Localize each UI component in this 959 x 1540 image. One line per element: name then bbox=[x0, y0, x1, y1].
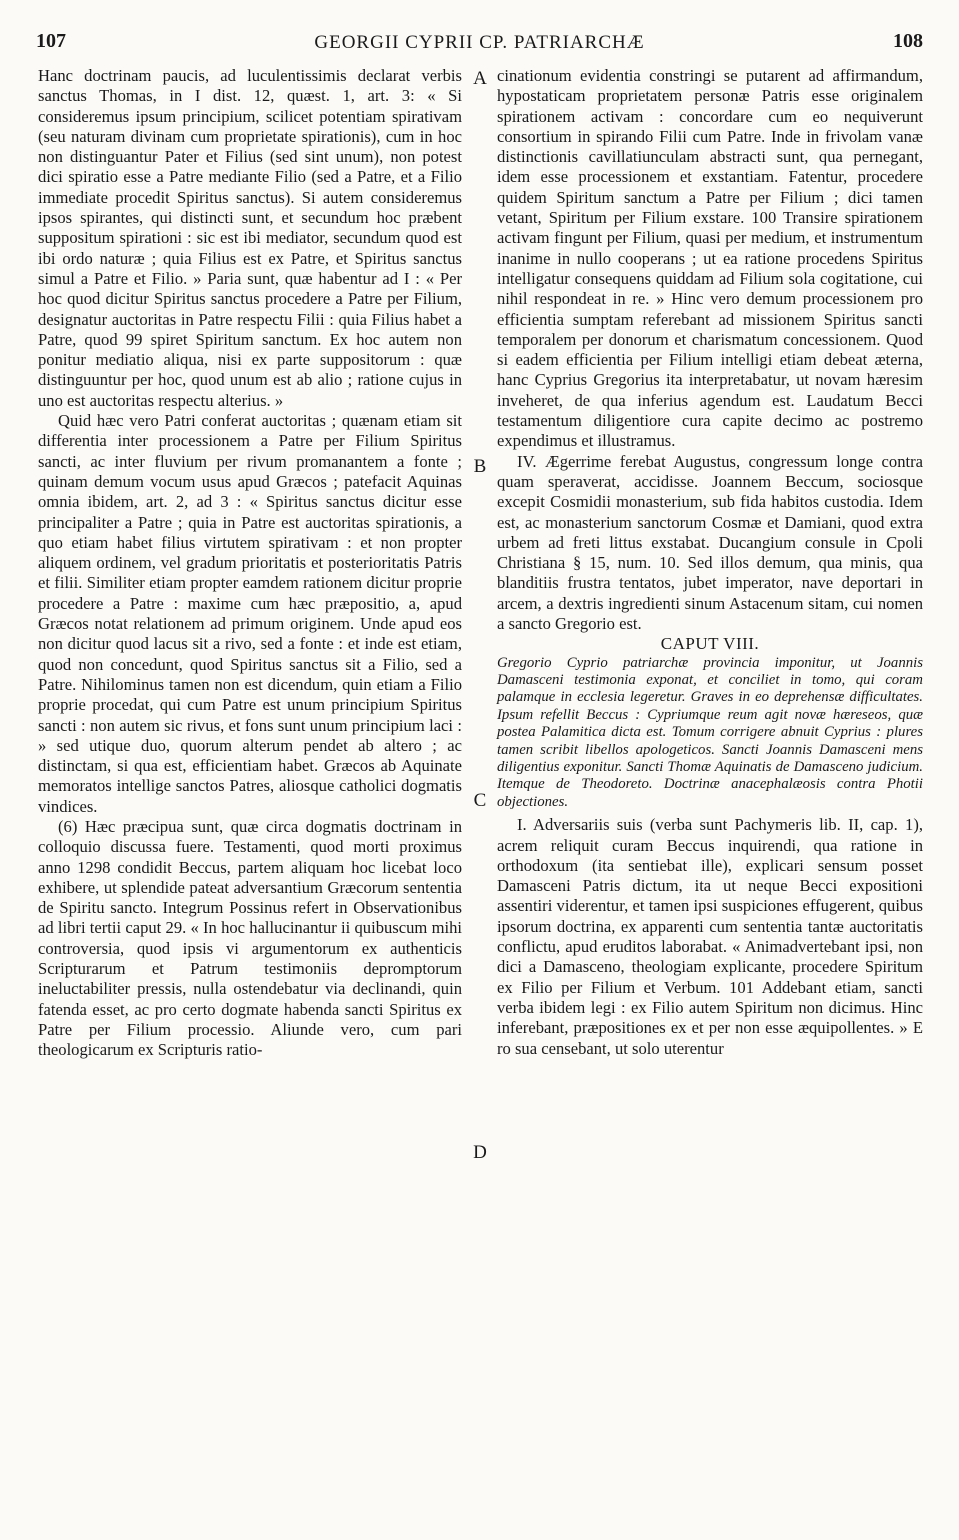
chapter-heading: CAPUT VIII. bbox=[660, 634, 760, 654]
running-title: GEORGII CYPRII CP. PATRIARCHÆ bbox=[314, 32, 645, 53]
right-paragraph-3: I. Adversariis suis (verba sunt Pachymeris lib. II, cap. 1), acrem reliquit curam Beccus inquirendi, qua ratione in orthodoxum (ita sentiebat ille), explicari sensum posset Damasceni Patris dictum, ita ut neque Becci expositioni assentiri viderentur, et tamen ipsi suspiciones effugerent, quibus ipsorum doctrina, ex apparenti cum sententia tantæ auctoritatis conflictu, apud eruditos laborabat. « Animadvertebant ipsi, non dici a Damasceno, theologiam explicante, procedere Spiritum ex Filio per Filium et Verbum. 101 Addebant etiam, sancti verba ibidem legi : ex Filio autem Spiritum non dicimus. Hinc inferebant, præpositiones ex et per non esse æquipollentes. » E ro sua censebant, ut solo uterentur bbox=[497, 815, 923, 1058]
section-marker-a: A bbox=[473, 68, 487, 89]
page-number-left: 107 bbox=[36, 30, 66, 52]
left-paragraph-2: Quid hæc vero Patri conferat auctoritas ; quænam etiam sit differentia inter processionem a Patre per Filium Spiritus sancti, ac inter fluvium per rivum promanantem a fonte ; quinam demum vocum usus apud Græcos ; patefacit Aquinas omnia ibidem, art. 2, ad 3 : « Spiritus sanctus dicitur esse principaliter a Patre ; quia in Patre est auctoritas spirationis, a quo etiam habet filius virtutem spirativam : et non propter aliquem ordinem, vel gradum prioritatis et posterioritatis Patris et filii. Similiter etiam propter eamdem rationem dicitur proprie procedere a Patre : maxime cum hæc præpositio, a, apud Græcos notat relationem ad primum originem. Unde apud eos non dicitur quod lacus sit a rivo, sed a fonte : et inde est etiam, quod non concedunt, quod Spiritus sanctus sit a Filio, sed a Patre. Nihilominus tamen non est dicendum, quin etiam a Filio proprie procedat, qui cum Patre est unum principium Spiritus sancti : non autem sic rivus, et fons sunt unum principium laci : » sed utique duo, quorum alterum pendet ab altero ; ac distinctam, si qua est, efficientiam habet. Græcos ab Aquinate memoratos intellige sanctos Patres, aliosque catholici dogmatis vindices. bbox=[38, 411, 462, 816]
right-column bbox=[497, 66, 923, 1059]
left-paragraph-1: Hanc doctrinam paucis, ad luculentissimis declarat verbis sanctus Thomas, in I dist. 12, quæst. 1, art. 3: « Si consideremus ipsum principium, scilicet potentiam spirativam (seu naturam divinam cum proprietate spirationis), cum in hoc non distinguantur Pater et Filius (sed sint unum), non potest dici spiratio esse a Patre mediante Filio (sed a Patre, et a Filio immediate procedit Spiritus sanctus). Si autem consideremus ipsos spirantes, qui distincti sunt, et secundum hoc præbent suppositum spirationi : sic est ibi mediator, secundum quod est ibi ordo naturæ ; quia Filius est ex Patre, et Spiritus sanctus simul a Patre et Filio. » Paria sunt, quæ habentur ad I : « Per hoc quod dicitur Spiritus sanctus procedere a Patre per Filium, designatur auctoritas in Patre respectu Filii : quia Filius habet a Patre, quod 99 spiret Spiritum sanctum. Ex hoc autem non ponitur mediatio aliqua, nisi ex parte suppositorum : quæ distinguuntur per hoc, quod unum est ab alio ; ratione cujus in uno est auctoritas respectu alterius. » bbox=[38, 66, 462, 410]
page-number-right: 108 bbox=[893, 30, 923, 52]
right-paragraph-1: cinationum evidentia constringi se putarent ad affirmandum, hypostaticam proprietatem personæ Patris esse originalem spirationem activam : concordare cum eo nequiverunt consortium in spirando Filii cum Patre. Inde in frivolam vanæ distinctionis cavillatiunculam abstracti sunt, qua pernegant, idem esse processionem et exstantiam. Fatentur, procedere quidem Spiritum sanctum a Patre per Filium ; dici tamen vetant, Spiritum per Filium exstare. 100 Transire spirationem activam fingunt per Filium, quasi per medium, et instrumentum inanime in nullo cooperans ; ut ea ratione procedens Spiritus intelligatur consequens quiddam ad Filium sola cogitatione, cui nihil respondeat in re. » Hinc vero demum processionem pro efficientia sumptam referebant ad missionem Spiritus sancti temporalem per donorum et charismatum concessionem. Quod si eadem efficientia per Filium intelligi etiam debeat æterna, hanc Cyprius Gregorius ita interpretabatur, ut novam hæresim inveheret, de qua inferius agendum est. Laudatum Becci testamentum diligentiore cura capite decimo ac postremo expendimus et illustramus. bbox=[497, 66, 923, 451]
chapter-summary: Gregorio Cyprio patriarchæ provincia imponitur, ut Joannis Damasceni testimonia exponat, et conciliet in tomo, qui coram palamque in ecclesia legeretur. Graves in eo deprehensæ difficultates. Ipsum refellit Beccus : Cypriumque reum agit novæ hæreseos, quæ postea Palamitica dicta est. Tomum corrigere abnuit Cyprius : plures tamen scribit libellos apologeticos. Sancti Joannis Damasceni mens diligentius exponitur. Sancti Thomæ Aquinatis de Damasceno judicium. Itemque de Theodoreto. Doctrinæ anacephalæosis contra Photii objectiones. bbox=[497, 654, 923, 810]
section-marker-c: C bbox=[473, 790, 487, 811]
section-marker-b: B bbox=[473, 456, 487, 477]
left-column bbox=[38, 66, 462, 1061]
page-header bbox=[36, 30, 923, 56]
right-paragraph-2: IV. Ægerrime ferebat Augustus, congressum longe contra quam speraverat, accidisse. Joannem Beccum, sociosque excepit Cosmidii monasterium, sub fida habitos custodia. Idem est, ac monasterium sanctorum Cosmæ et Damiani, quod extra urbem ad freti littus exstabat. Ducangium consule in Cpoli Christiana § 15, num. 10. Sed illos demum, qua minis, qua blanditiis frustra tentatos, jubet imperator, nave deportari in arcem, a dextris ingredienti sinum Astacenum sitam, cui nomen a sancto Gregorio est. bbox=[497, 451, 923, 634]
section-marker-d: D bbox=[473, 1142, 487, 1163]
left-paragraph-3: (6) Hæc præcipua sunt, quæ circa dogmatis doctrinam in colloquio discussa fuere. Testamenti, quod morti proximus anno 1298 condidit Beccus, partem aliquam hoc licebat loco exhibere, ut splendide pateat adversantium Græcorum sententia de Spiritu sancto. Integrum Possinus refert in Observationibus ad libri tertii caput 29. « In hoc hallucinantur ii quibuscum mihi controversia, quod ipsis vi argumentorum ex authenticis Scripturarum et Patrum testimoniis depromptorum ineluctabiliter pressis, nulla ostendebatur via declinandi, quin fatenda esset, ac pro certo dogmate habenda sancti Spiritus ex Patre per Filium processio. Aliunde vero, cum pari theologicarum ex Scripturis ratio- bbox=[38, 816, 462, 1060]
